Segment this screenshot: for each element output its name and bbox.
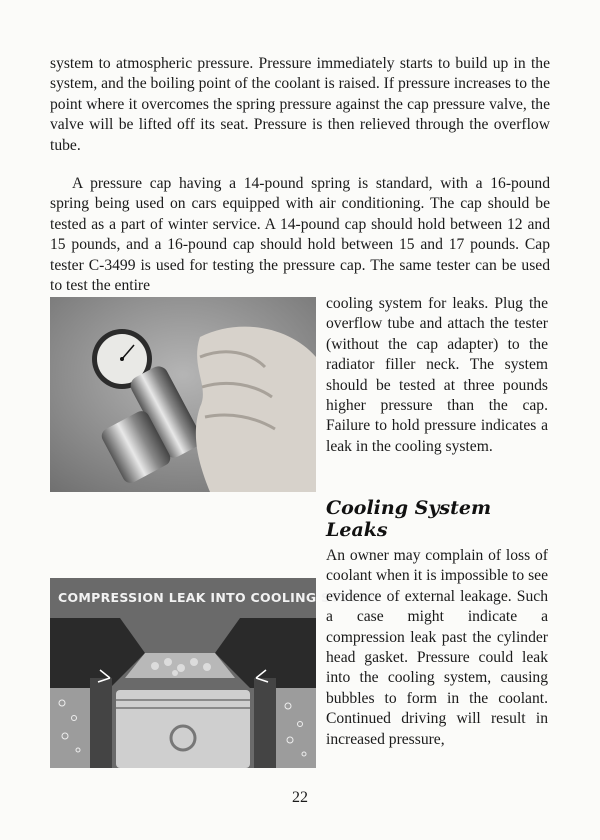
body-paragraph-2: A pressure cap having a 14-pound spring is standard, with a 16-pound spring being used on cars equipped with air conditioning. The cap should be tested as a part of winter service. A 14-pound cap should hold between 12 and 15 pounds, and a 16-pound cap should hold between 15 and 17 pounds. Cap tester C-3499 is used for testing the pressure cap. The same tester can be used to test the entire	[50, 175, 550, 295]
body-paragraph-2-continued: cooling system for leaks. Plug the overflow tube and attach the tester (without the cap adapter) to the radiator filler neck. The system should be tested at three pounds higher pressure than the cap. Failure to hold pressure indicates a leak in the cooling system.	[326, 295, 548, 455]
cap-tester-photo	[50, 297, 316, 492]
page-number: 22	[292, 789, 308, 806]
section-heading-line-1: Cooling System	[326, 497, 492, 519]
figure-caption: COMPRESSION LEAK INTO COOLING SYSTEM	[58, 590, 380, 605]
body-paragraph-1: system to atmospheric pressure. Pressure immediately starts to build up in the system, and the boiling point of the coolant is raised. If pressure increases to the point where it overcomes the spring pressure against the cap pressure valve, the valve will be lifted off its seat. Pressure is then relieved through the overflow tube.	[50, 55, 550, 154]
section-heading	[326, 497, 550, 541]
section-heading-line-2: Leaks	[326, 519, 388, 541]
body-paragraph-3: An owner may complain of loss of coolant when it is impossible to see evidence of external leakage. Such a case might indicate a compression leak past the cylinder head gasket. Pressure could leak into the cooling system, causing bubbles to form in the coolant. Continued driving will result in increased pressure,	[326, 547, 548, 748]
compression-leak-illustration	[50, 578, 380, 768]
